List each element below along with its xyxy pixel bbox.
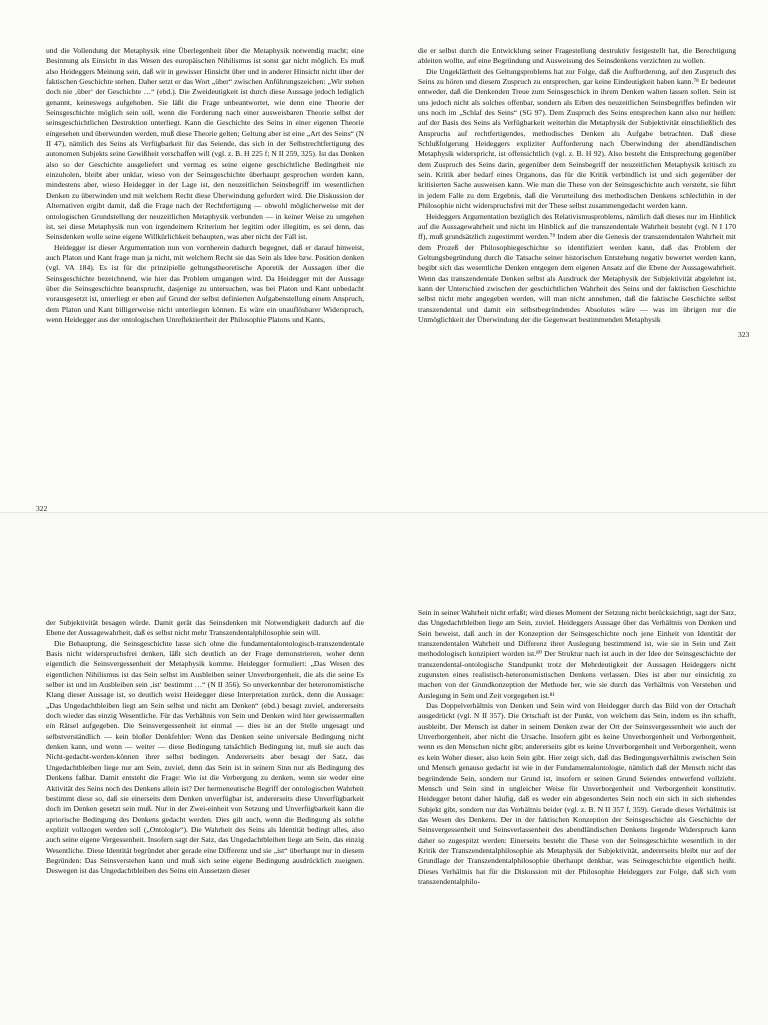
page-number-right: 323 (738, 330, 750, 339)
paragraph: und die Vollendung der Metaphysik eine Überlegenheit über die Metaphysik notwendig macht; eine Besinnung als Einsicht in das Wesen des europäischen Nihilismus ist sonst gar nicht möglich. Es muß also Heideggers Meinung sein, daß wir in gewisser Hinsicht über und in anderer Hinsicht nicht über der faktischen Geschichte stehen. Daher setzt er das Wort „über“ zwischen Anführungszeichen: „Wir stehen doch nie ‚über‘ der Geschichte …“ (ebd.). Die Zweideutigkeit ist durch diese Aussage jedoch lediglich genannt, keineswegs aufgehoben. Sie läßt die Frage unbeantwortet, wie denn eine Theorie der Seinsgeschichte möglich sein soll, wenn die Forderung nach einer ausweisbaren Theorie selbst der seinsgeschichtlichen Destruktion unterliegt. Kann die Geschichte des Seins in einer eigenen Theorie eingesehen und überwunden werden, muß diese Theorie gelten; Geltung aber ist eine „Art des Seins“ (N II 47), nämlich des Seins als Verfügbarkeit für das Seiende, das sich in der Selbstrechtfertigung des autonomen Subjekts seine Gewißheit verschaffen will (vgl. z. B. H 225 f; N II 259, 325). Ist das Denken also so der Geschichte ausgeliefert und vermag es seine eigene geschichtliche Bedingtheit nie einzuholen, bleibt aber unklar, wieso von der Seinsgeschichte überhaupt gesprochen werden kann, mindestens aber, wieso Heidegger in der Lage ist, den neuzeitlichen Seinsbegriff im wesentlichen Denken zu überwinden und mit welchem Recht diese Überwindung gefordert wird. Die Diskussion der Alternativen ergibt damit, daß die Frage nach der Rechtfertigung — obwohl möglicherweise mit der ontologischen Grundstellung der neuzeitlichen Metaphysik verbunden — in keiner Weise zu umgehen ist, sei diese Metaphysik nun von irgendeinem Kriterium her legitim oder illegitim, es sei denn, das Seinsdenken wolle seine eigene Willkürlichkeit behaupten, was aber nicht der Fall ist. (46, 46, 364, 242)
paragraph: Die Behauptung, die Seinsgeschichte lasse sich ohne die fundamentalontologisch-transzendentale Basis nicht widerspruchsfrei denken, läßt sich deutlich an der Frage demonstrieren, woher denn eigentlich die Seinsvergessenheit der Metaphysik komme. Heidegger formuliert: „Das Wesen des eigentlichen Nihilismus ist das Sein selbst im Ausbleiben seiner Unverborgenheit, die als die seine Es selber ist und im Ausbleiben sein ‚ist‘ bestimmt …“ (N II 356). So unverkennbar der heteronomistische Klang dieser Aussage ist, so deutlich weist Heidegger diese Interpretation zurück, denn die Aussage: „Das Ungedachtbleiben liegt am Sein selbst und nicht am Denken“ (ebd.) besagt zuviel, andererseits doch wieder das einzig Wesentliche. Für das Verhältnis von Sein und Denken wird hier gewissermaßen ein Rätsel aufgegeben. Die Seinsvergessenheit ist einmal — dies ist an der Stelle ungesagt und selbstverständlich — kein bloßer Denkfehler: Wenn das Denken seine universale Bedingung nicht denken kann, und wenn — weiter — diese Bedingung tatsächlich Bedingung ist, muß sie auch das Nicht-gedacht-werden-können ihrer selbst bedingen. Andererseits aber besagt der Satz, das Ungedachtbleiben liege nur am Sein, zuviel, denn das Sein ist in seinem Sinn nur als Bedingung des Denkens faßbar. Damit entsteht die Frage: Wie ist die Verbergung zu denken, wenn sie weder eine Aktivität des Seins noch des Denkens allein ist? Der hermeneutische Begriff der ontologischen Wahrheit bestimmt diese so, daß sie einerseits dem Denken unverfügbar ist, andererseits diese Unverfügbarkeit doch im Denken gesetzt sein muß. Nur in der Zwei-einheit von Setzung und Unverfügbarkeit kann die apriorische Bedingung des Denkens gedacht werden. Dies gilt auch, wenn die Bedingung als solche explizit vollzogen werden soll („Ontologie“). Die Wahrheit des Seins als Identität bedingt alles, also auch seine eigene Vergessenheit. Insofern sagt der Satz, das Ungedachtbleiben liege am Sein, das einzig Wesentliche. Diese Identität begründet aber gerade eine Differenz und sie „ist“ überhaupt nur in diesem Begründen: Das Seinsverstehen kann und muß sich seine eigene Bedingung ausdrücklich zueignen. Deswegen ist das Ungedachtbleiben des Seins ein Aussetzen dieser (46, 638, 364, 876)
book-spread-top (0, 0, 768, 512)
left-page-text (46, 618, 364, 877)
right-page-text (418, 608, 736, 887)
book-spread-bottom (0, 512, 768, 1025)
paragraph: Heideggers Argumentation bezüglich des Relativismusproblems, nämlich daß dieses nur im Hinblick auf die Aussagewahrheit und nicht im Hinblick auf die transzendentale Wahrheit besteht (vgl. N I 170 ff), muß grundsätzlich zugestimmt werden.⁷⁹ Indem aber die Genesis der transzendentalen Wahrheit mit dem Prozeß der Philosophiegeschichte so identifiziert werden kann, daß das Problem der Geltungsbegründung durch die Tatsache seiner historischen Entstehung negativ bewertet werden kann, begibt sich das wesentliche Denken entgegen dem eigenen Ansatz auf die Ebene der Aussagewahrheit. Wenn das transzendentale Denken selbst als Ausdruck der Metaphysik der Subjektivität abgelehnt ist, kann der Unterschied zwischen der geschichtlichen Wahrheit des Seins und der faktischen Geschichte selbst nicht mehr angegeben werden, will man nicht annehmen, daß die faktische Geschichte selbst transzendental und damit ein selbstbegründendes Absolutes wäre — was im übrigen nur die Unmöglichkeit der Überwindung der die Gegenwart bestimmenden Metaphysik (418, 211, 736, 324)
paragraph: Heidegger ist dieser Argumentation nun von vornherein dadurch begegnet, daß er darauf hinweist, auch Platon und Kant frage man ja nicht, mit welchem Recht sie das Sein als Idee bzw. Position denken (vgl. VA 184). Es ist für die prinzipielle geltungstheoretische Aporetik der Aussagen über die Seinsgeschichte bezeichnend, wie hier das Problem umgangen wird. Da Heidegger mit der Aussage über die Seinsgeschichte beansprucht, dasjenige zu untersuchen, was bei Platon und Kant unbedacht vorausgesetzt ist, unterliegt er eben auf Grund der selbst definierten Aufgabenstellung einem Anspruch, dem Platon und Kant billigerweise nicht unterliegen können. Es wäre ein unauflösbarer Widerspruch, wenn Heidegger aus der ontologischen Unreflektiertheit der Philosophie Platons und Kants, (46, 242, 364, 324)
paragraph: Sein in seiner Wahrheit nicht erfaßt; wird dieses Moment der Setzung nicht berücksichtigt, sagt der Satz, das Ungedachtbleiben liege am Sein, zuviel. Heideggers Aussage über das Verhältnis von Denken und Sein beweist, daß auch in der Konzeption der Seinsgeschichte noch jene Einheit von Identität der transzendentalen Wahrheit und Differenz ihrer Auslegung bestimmend ist, wie sie in Sein und Zeit methodologisch konzipiert worden ist.⁸⁰ Der Struktur nach ist auch in der Idee der Seinsgeschichte der transzendental-ontologische Standpunkt trotz der Mehrdeutigkeit der Aussagen Heideggers nicht zugunsten eines realistisch-heteronomistischen Denkens verlassen. Dies ist aber nur einsichtig zu machen von der Grundkonzeption der Methode her, wie sie durch das Verhältnis von Verstehen und Auslegung in Sein und Zeit vorgegeben ist.⁸¹ (418, 608, 736, 700)
paragraph: die er selbst durch die Entwicklung seiner Fragestellung destruktiv festgestellt hat, die Berechtigung ableiten wollte, auf eine Begründung und Ausweisung des Seinsdenkens verzichten zu wollen. (418, 46, 736, 66)
paragraph: Die Ungeklärtheit des Geltungsproblems hat zur Folge, daß die Aufforderung, auf den Zuspruch des Seins zu hören und diesem Zuspruch zu entsprechen, gar keine Eindeutigkeit haben kann.⁷⁸ Er bedeutet entweder, daß die Denkenden Treue zum Seinsgeschick in ihrem Denken walten lassen sollen. Sein ist uns jedoch nicht als solches offenbar, sondern als Erben des neuzeitlichen Seinsbegriffes befinden wir uns noch im „Schlaf des Seins“ (SG 97). Dem Zuspruch des Seins entsprechen kann also nur heißen: auf der Basis des Seins als Verfügbarkeit weiterhin die Metaphysik der Subjektivität einschließlich des Anspruchs auf rechtfertigendes, methodisches Denken als Aufgabe betrachten. Daß diese Schlußfolgerung Heideggers expliziter Aufforderung nach Überwindung der abendländischen Metaphysik widerspricht, ist offensichtlich (vgl. z. B. H 92). Also besteht die Entsprechung gegenüber dem Zuspruch des Seins darin, gegenüber dem Seinsbegriff der neuzeitlichen Metaphysik kritisch zu sein. Kritik aber bedarf eines Organons, das für die Kritik verbindlich ist und sich gegenüber der kritisierten Sache ausweisen kann. Wie man die These von der Seinsgeschichte auch versteht, sie führt in jedem Falle zu dem Ergebnis, daß die Verurteilung des methodischen Denkens schlechthin in der Philosophie nicht widerspruchsfrei mit der These selbst zusammengedacht werden kann. (418, 66, 736, 211)
left-page-text (46, 46, 364, 325)
paragraph: der Subjektivität besagen würde. Damit gerät das Seinsdenken mit Notwendigkeit dadurch auf die Ebene der Aussagewahrheit, daß es selbst nicht mehr Transzendentalphilosophie sein will. (46, 618, 364, 638)
page-number-left: 322 (36, 504, 48, 512)
right-page-text (418, 46, 736, 325)
paragraph: Das Doppelverhältnis von Denken und Sein wird von Heidegger durch das Bild von der Ortschaft ausgedrückt (vgl. N II 357). Die Ortschaft ist der Punkt, von welchem das Sein, indem es ihn schafft, ausbleibt. Der Mensch ist daher in seinem Denken zwar der Ort der Seinsvergessenheit wie auch der Unverborgenheit, aber nicht die Ursache. Insofern gibt es keine Unverborgenheit und Verborgenheit, wenn es den Menschen nicht gibt; andererseits gibt es keine Unverborgenheit und Verborgenheit, wenn es kein Woher dieser, also kein Sein gibt. Hier zeigt sich, daß das Bedingungsverhältnis zwischen Sein und Mensch genauso gedacht ist wie in der Fundamentalontologie, nämlich daß der Mensch nicht das begründende Sein, sondern nur Grund ist, insofern er seinen Grund Seiendes entwerfend vollzieht. Mensch und Sein sind in ungleicher Weise für Unverborgenheit und Verborgenheit konstitutiv. Heidegger betont daher häufig, daß es weder ein abgesondertes Sein noch ein sich in sich stehendes Subjekt gibt, sondern nur das Verhältnis beider (vgl. z. B. N II 357 f, 359). Gerade dieses Verhältnis ist das Wesen des Denkens. Der in der faktischen Konzeption der Seinsgeschichte als Geschichte der Seinsvergessenheit und Seinsverlassenheit des abendländischen Denkens liegende Widerspruch kann daher so zugespitzt werden: Einerseits besteht die These von der Seinsgeschichte wesentlich in der Kritik der Transzendentalphilosophie als Metaphysik der Subjektivität, andererseits bleibt nur auf der Grundlage der Transzendentalphilosophie überhaupt denkbar, was Seinsgeschichte eigentlich heißt. Dieses Verhältnis hat für die Diskussion mit der Philosophie Heideggers zur Folge, daß sich vom transzendentalphilo- (418, 701, 736, 886)
